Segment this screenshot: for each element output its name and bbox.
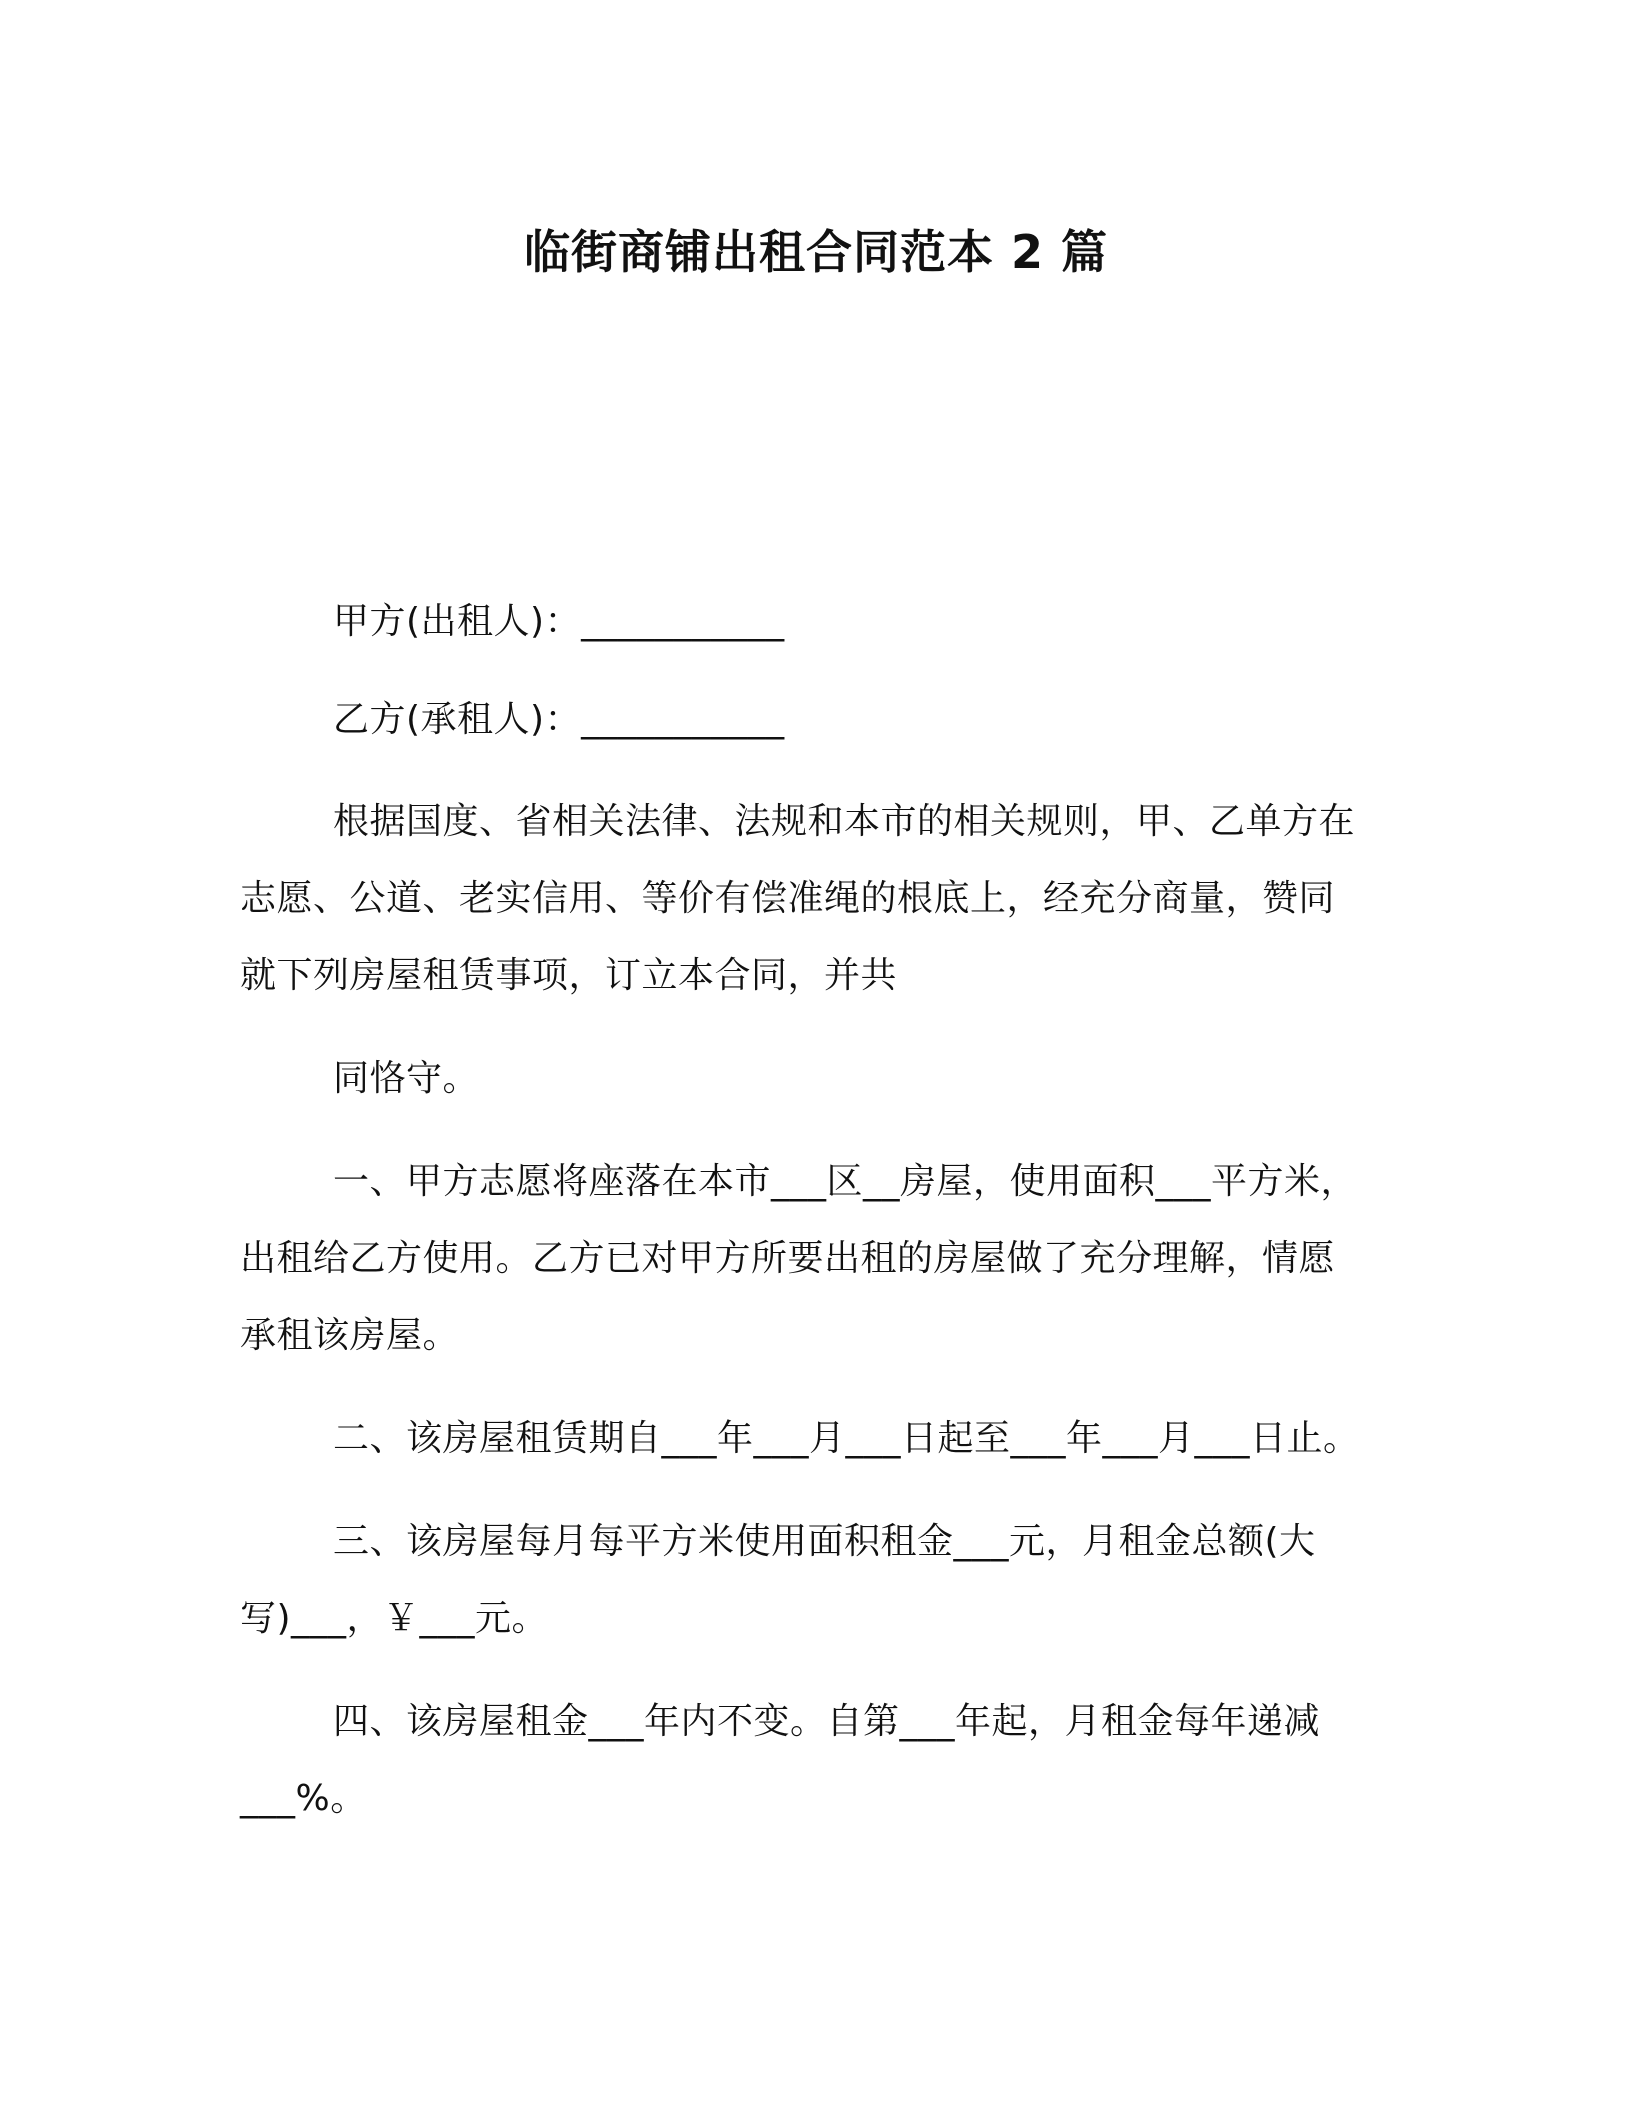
document-title: 临街商铺出租合同范本 2 篇 [523,225,1109,279]
party-b-line: 乙方(承租人)：___________ [333,699,785,740]
party-a-line: 甲方(出租人)：___________ [333,601,785,642]
clause-4-line-2: ___%。 [240,1778,367,1819]
clause-1-line-3: 承租该房屋。 [240,1315,460,1356]
clause-1-line-2: 出租给乙方使用。乙方已对甲方所要出租的房屋做了充分理解，情愿 [240,1238,1336,1279]
clause-3-line-2: 写)___，￥___元。 [240,1598,549,1639]
preamble-line-1: 根据国度、省相关法律、法规和本市的相关规则，甲、乙单方在 [333,801,1356,842]
clause-3-line-1: 三、该房屋每月每平方米使用面积租金___元，月租金总额(大 [333,1521,1316,1562]
preamble-end-line: 同恪守。 [333,1058,480,1099]
preamble-line-3: 就下列房屋租赁事项，订立本合同，并共 [240,955,898,996]
clause-2-line: 二、该房屋租赁期自___年___月___日起至___年___月___日止。 [333,1418,1360,1459]
clause-4-line-1: 四、该房屋租金___年内不变。自第___年起，月租金每年递减 [333,1701,1321,1742]
clause-1-line-1: 一、甲方志愿将座落在本市___区__房屋，使用面积___平方米， [333,1161,1358,1202]
preamble-line-2: 志愿、公道、老实信用、等价有偿准绳的根底上，经充分商量，赞同 [240,878,1336,919]
